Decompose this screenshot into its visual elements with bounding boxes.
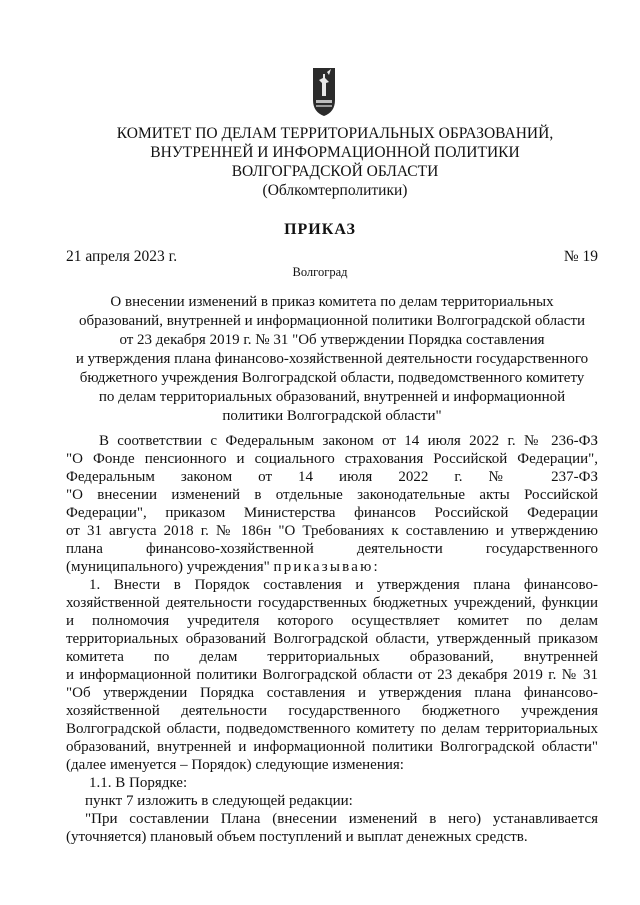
body-line: хозяйственной деятельности государственного бюджетного учреждения bbox=[66, 703, 598, 719]
order-city: Волгоград bbox=[292, 265, 348, 279]
body-line: "О внесении изменений в отдельные законодательные акты Российской bbox=[66, 487, 598, 503]
body-line: В соответствии с Федеральным законом от 14 июля 2022 г. № 236-ФЗ bbox=[99, 433, 598, 449]
body-text: (муниципального) учреждения" bbox=[66, 559, 270, 575]
committee-header bbox=[90, 124, 580, 200]
body-line: Федеральным законом от 14 июля 2022 г. № 237-ФЗ bbox=[66, 469, 598, 485]
subject-line: О внесении изменений в приказ комитета по делам территориальных bbox=[110, 294, 554, 310]
order-number: № 19 bbox=[563, 248, 598, 265]
volgograd-emblem-icon bbox=[311, 66, 337, 118]
committee-abbreviation: (Облкомтерполитики) bbox=[262, 182, 408, 199]
body-line: от 31 августа 2018 г. № 186н "О Требованиях к составлению и утверждению bbox=[66, 523, 598, 539]
subject-line: политики Волгоградской области" bbox=[222, 408, 442, 424]
order-subject bbox=[66, 293, 598, 426]
committee-line: ВОЛГОГРАДСКОЙ ОБЛАСТИ bbox=[231, 163, 439, 180]
order-body bbox=[66, 432, 598, 846]
body-line: и полномочия учредителя которого осуществляет комитет по делам bbox=[66, 613, 598, 629]
body-line bbox=[66, 558, 598, 576]
decree-word: приказываю: bbox=[273, 559, 380, 575]
body-line: комитета по делам территориальных образований, внутренней bbox=[66, 649, 598, 665]
body-line: (уточняется) плановый объем поступлений и выплат денежных средств. bbox=[66, 829, 528, 845]
body-line: 1.1. В Порядке: bbox=[89, 775, 188, 791]
order-date: 21 апреля 2023 г. bbox=[66, 248, 178, 265]
body-line: хозяйственной деятельности государственных бюджетных учреждений, функции bbox=[66, 595, 598, 611]
subject-line: по делам территориальных образований, внутренней и информационной bbox=[98, 389, 566, 405]
subject-line: бюджетного учреждения Волгоградской области, подведомственного комитету bbox=[79, 370, 585, 386]
body-line: (далее именуется – Порядок) следующие изменения: bbox=[66, 757, 404, 773]
body-line: и информационной политики Волгоградской области от 23 декабря 2019 г. № 31 bbox=[66, 667, 598, 683]
subject-line: и утверждения плана финансово-хозяйственной деятельности государственного bbox=[75, 351, 589, 367]
subject-line: от 23 декабря 2019 г. № 31 "Об утверждении Порядка составления bbox=[119, 332, 545, 348]
body-line: образований, внутренней и информационной политики Волгоградской области" bbox=[66, 739, 598, 755]
body-line: "При составлении Плана (внесении изменений в него) устанавливается bbox=[85, 811, 598, 827]
body-line: пункт 7 изложить в следующей редакции: bbox=[85, 793, 353, 809]
committee-line: ВНУТРЕННЕЙ И ИНФОРМАЦИОННОЙ ПОЛИТИКИ bbox=[150, 144, 520, 161]
body-line: 1. Внести в Порядок составления и утверждения плана финансово- bbox=[89, 577, 598, 593]
body-line: "Об утверждении Порядка составления и утверждения плана финансово- bbox=[66, 685, 598, 701]
document-type-title: ПРИКАЗ bbox=[284, 221, 356, 238]
body-line: территориальных образований Волгоградской области, утвержденный приказом bbox=[66, 631, 598, 647]
body-line: плана финансово-хозяйственной деятельности государственного bbox=[66, 541, 598, 557]
committee-line: КОМИТЕТ ПО ДЕЛАМ ТЕРРИТОРИАЛЬНЫХ ОБРАЗОВАНИЙ, bbox=[116, 125, 554, 142]
body-line: "О Фонде пенсионного и социального страхования Российской Федерации", bbox=[66, 451, 598, 467]
body-line: Волгоградской области, подведомственного комитету по делам территориальных bbox=[66, 721, 598, 737]
subject-line: образований, внутренней и информационной политики Волгоградской области bbox=[78, 313, 586, 329]
body-line: Федерации", приказом Министерства финансов Российской Федерации bbox=[66, 505, 598, 521]
